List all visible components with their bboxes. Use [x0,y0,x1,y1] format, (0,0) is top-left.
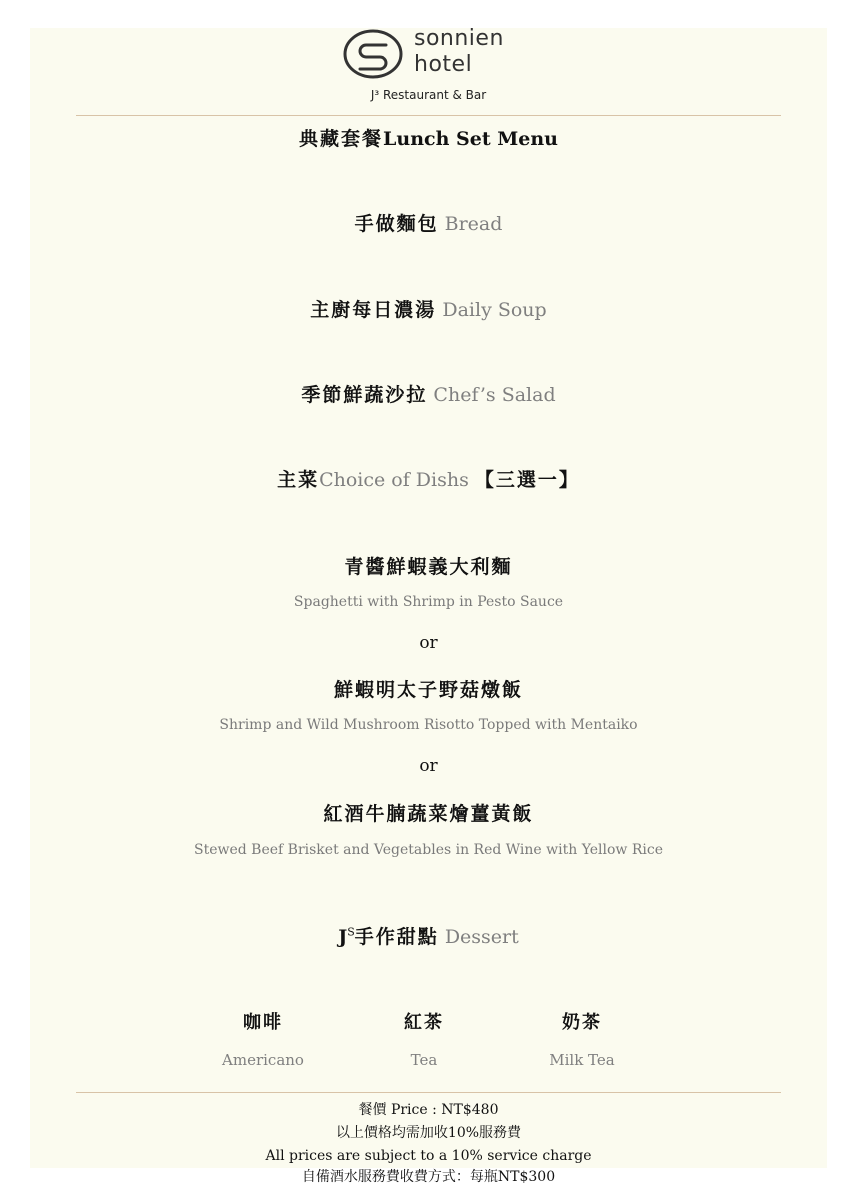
dish-2-en: Shrimp and Wild Mushroom Risotto Topped with Mentaiko [219,717,638,733]
main-zh: 主菜 [277,469,320,491]
dessert-prefix: J [338,926,348,948]
menu-title-zh: 典藏套餐 [299,128,384,150]
dish-3-en: Stewed Beef Brisket and Vegetables in Red Wine with Yellow Rice [193,842,663,858]
course-main [0,465,857,492]
service-charge-en: All prices are subject to a 10% service charge [265,1148,592,1164]
dish-1-zh: 青醬鮮蝦義大利麵 [344,556,513,578]
drink-coffee-zh: 咖啡 [243,1012,283,1033]
course-salad [0,380,857,407]
salad-en: Chef’s Salad [433,384,556,406]
brand-line-1: sonnien [414,26,504,51]
bread-zh: 手做麵包 [354,213,439,235]
drink-milk-tea [512,1008,652,1069]
drink-coffee-en: Americano [222,1051,304,1069]
menu-title [0,124,857,151]
drink-coffee [193,1008,333,1069]
menu-title-en: Lunch Set Menu [383,128,558,150]
bread-en: Bread [444,213,503,235]
drink-tea [354,1008,494,1069]
course-dessert [0,922,857,949]
dish-2-zh: 鮮蝦明太子野菇燉飯 [333,679,523,701]
salad-zh: 季節鮮蔬沙拉 [301,384,428,406]
corkage-fee: 自備酒水服務費收費方式：每瓶NT$300 [301,1169,556,1185]
bottom-divider [76,1092,781,1093]
soup-en: Daily Soup [442,299,547,321]
hotel-logo [342,26,522,86]
brand-name [414,26,504,78]
venue-name: J³ Restaurant & Bar [370,88,487,102]
soup-zh: 主廚每日濃湯 [310,299,437,321]
drink-tea-zh: 紅茶 [404,1012,444,1033]
dessert-zh: 手作甜點 [354,926,439,948]
dish-1-en: Spaghetti with Shrimp in Pesto Sauce [293,594,564,610]
drink-milk-tea-en: Milk Tea [549,1051,615,1069]
or-separator-2: or [419,756,438,776]
or-separator-1: or [419,633,438,653]
dessert-sup: S [347,925,355,939]
top-divider [76,115,781,116]
main-en: Choice of Dishs [319,469,469,491]
sonnien-logo-icon [342,28,404,80]
dessert-en: Dessert [444,926,519,948]
course-bread [0,209,857,236]
drink-milk-tea-zh: 奶茶 [562,1012,602,1033]
course-soup [0,295,857,322]
drink-tea-en: Tea [410,1051,438,1069]
brand-line-2: hotel [414,52,473,77]
service-charge-zh: 以上價格均需加收10%服務費 [335,1125,522,1141]
price-line: 餐價 Price : NT$480 [358,1102,499,1118]
dish-3-zh: 紅酒牛腩蔬菜燴薑黃飯 [323,803,534,825]
main-choice-note: 【三選一】 [474,469,580,491]
